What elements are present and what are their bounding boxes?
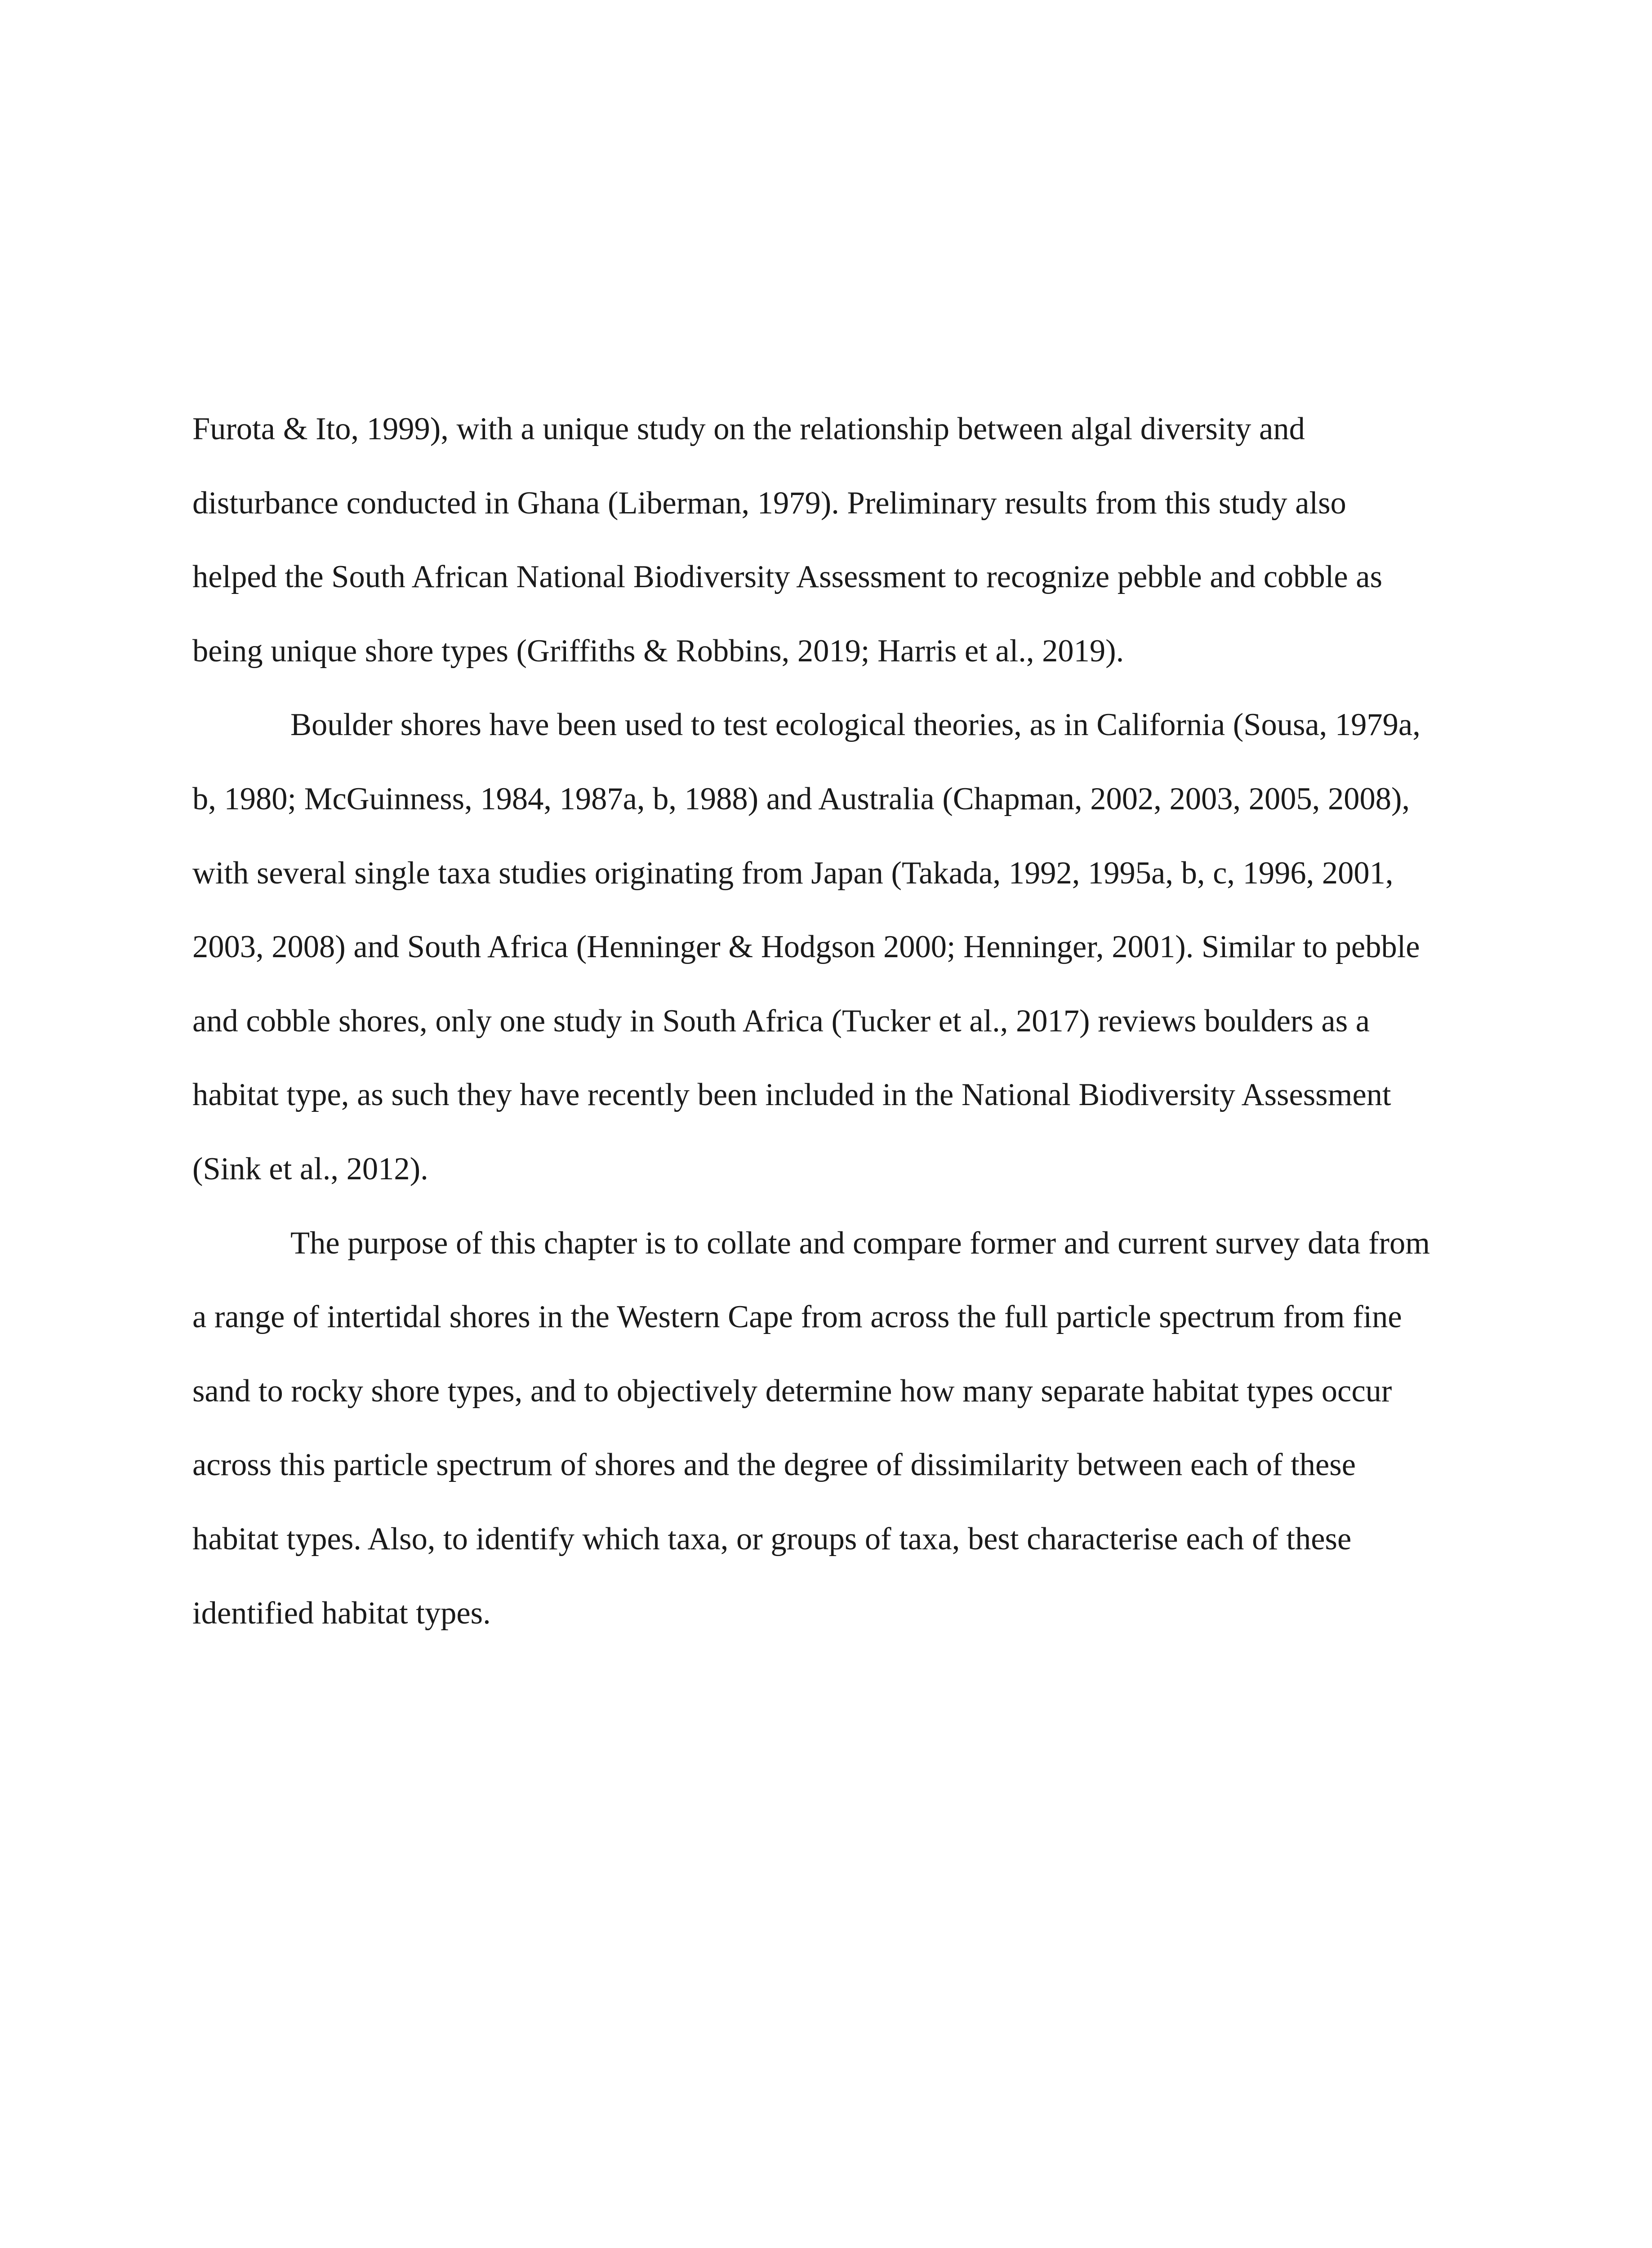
text-line: across this particle spectrum of shores and the degree of dissimilarity between each of these [192,1447,1356,1483]
text-line: disturbance conducted in Ghana (Liberman, 1979). Preliminary results from this study also [192,485,1346,521]
text-line: being unique shore types (Griffiths & Robbins, 2019; Harris et al., 2019). [192,633,1124,669]
text-line: sand to rocky shore types, and to objectively determine how many separate habitat types occur [192,1373,1392,1409]
text-line: a range of intertidal shores in the Western Cape from across the full particle spectrum from fine [192,1299,1402,1335]
text-line: b, 1980; McGuinness, 1984, 1987a, b, 1988) and Australia (Chapman, 2002, 2003, 2005, 2008), [192,781,1410,816]
text-line: Furota & Ito, 1999), with a unique study on the relationship between algal diversity and [192,411,1305,446]
text-line: (Sink et al., 2012). [192,1151,428,1186]
text-line: identified habitat types. [192,1595,491,1631]
text-line: 2003, 2008) and South Africa (Henninger & Hodgson 2000; Henninger, 2001). Similar to pebble [192,929,1420,965]
text-line: helped the South African National Biodiversity Assessment to recognize pebble and cobble as [192,559,1383,595]
paragraph-first-line: The purpose of this chapter is to collate and compare former and current survey data from [290,1225,1430,1261]
body-text [192,392,1460,1650]
text-line: and cobble shores, only one study in South Africa (Tucker et al., 2017) reviews boulders as a [192,1003,1370,1039]
text-line: habitat type, as such they have recently been included in the National Biodiversity Assessment [192,1077,1391,1113]
paragraph-first-line: Boulder shores have been used to test ecological theories, as in California (Sousa, 1979a, [290,707,1420,743]
text-line: with several single taxa studies originating from Japan (Takada, 1992, 1995a, b, c, 1996, 2001, [192,855,1394,891]
text-line: habitat types. Also, to identify which taxa, or groups of taxa, best characterise each of these [192,1521,1352,1557]
